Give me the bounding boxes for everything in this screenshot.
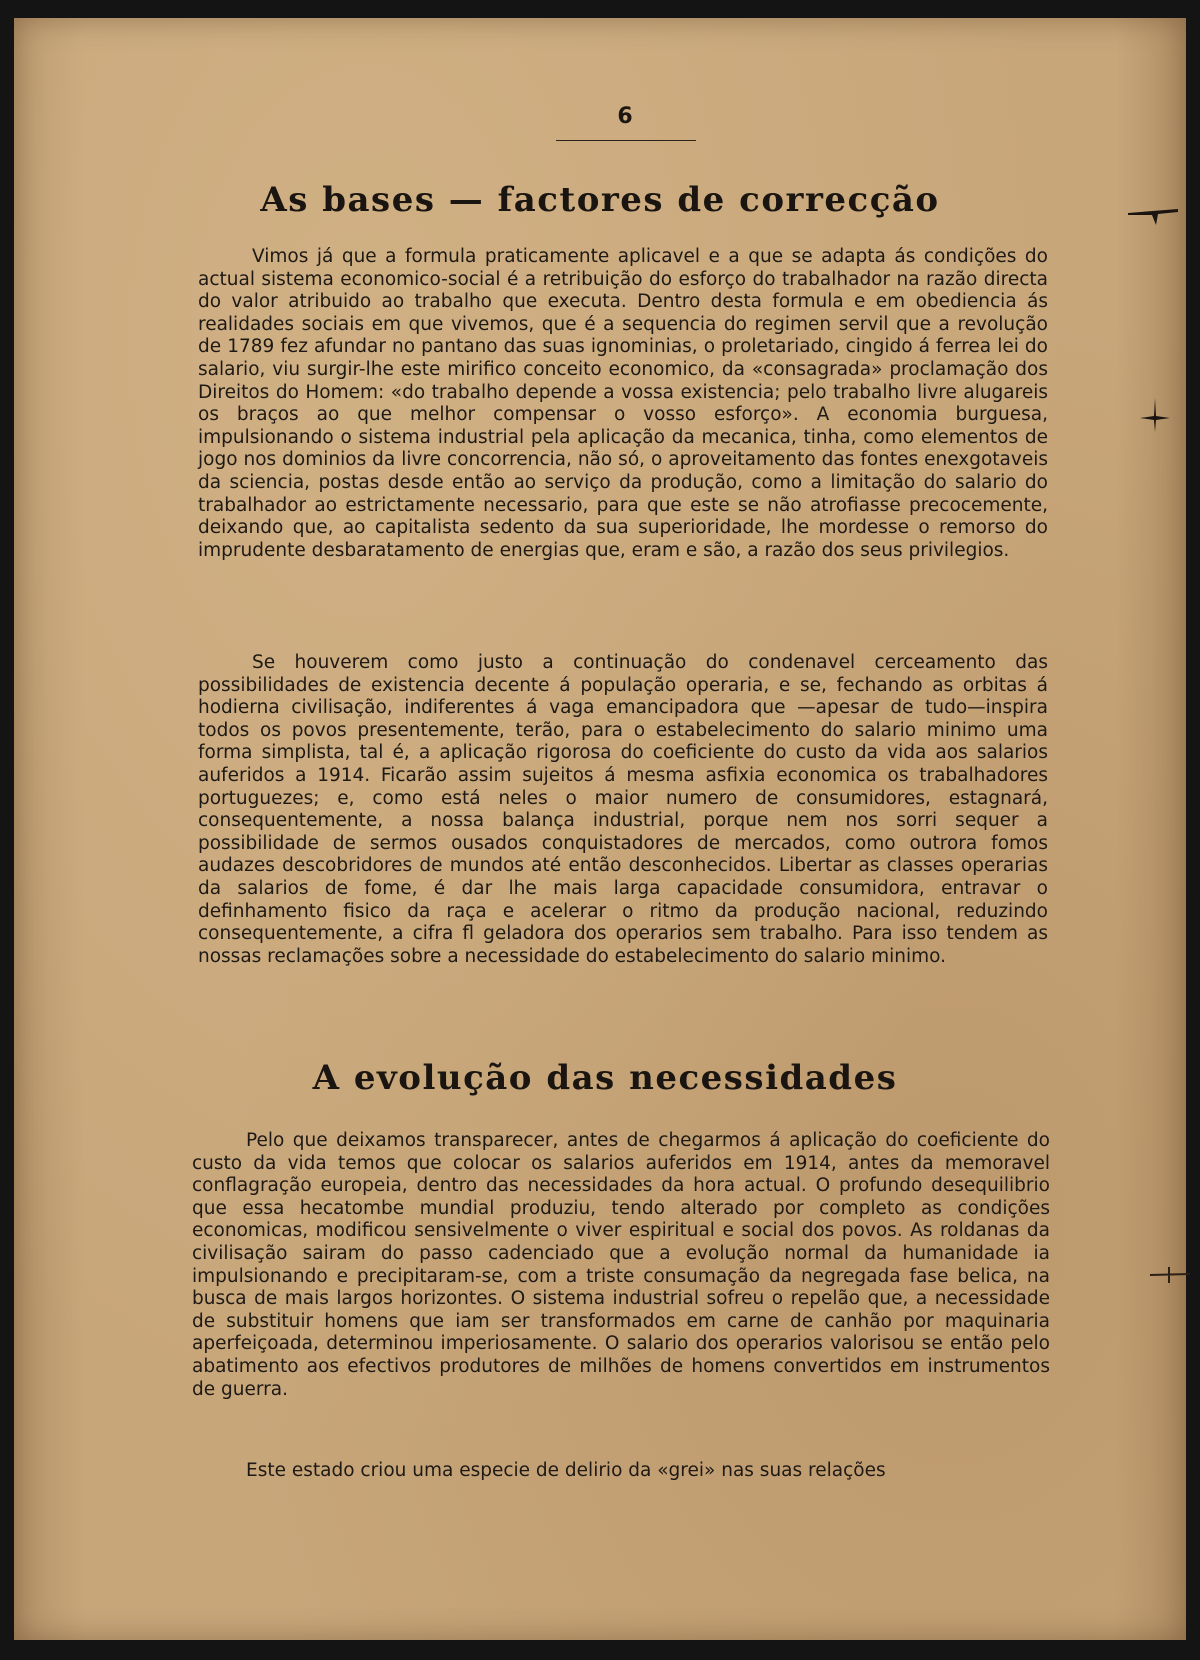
paragraph-3: Pelo que deixamos transparecer, antes de chegarmos á aplicação do coeficiente do custo da vida temos que colocar os salarios auferidos em 1914, antes da memoravel conflagração europeia, dentro das necessidades da hora actual. O profundo desequilibrio que essa hecatombe mundial produziu, tendo alterado por completo as condições economicas, modificou sensivelmente o viver espiritual e social dos povos. As roldanas da civilisação sairam do passo cadenciado que a evolução normal da humanidade ia impulsionando e precipitaram-se, com a triste consumação da negregada fase belica, na busca de mais largos horizontes. O sistema industrial sofreu o repelão que, a necessidade de substituir homens que iam ser transformados em carne de canhão por maquinaria aperfeiçoada, determinou imperiosamente. O salario dos operarios valorisou se então pelo abatimento aos efectivos produtores de milhões de homens convertidos em instrumentos de guerra. bbox=[192, 1130, 1050, 1400]
paragraph-2: Se houverem como justo a continuação do condenavel cerceamento das possibilidades de existencia decente á população operaria, e se, fechando as orbitas á hodierna civilisação, indiferentes á vaga emancipadora que —apesar de tudo—inspira todos os povos presentemente, terão, para o estabelecimento do salario minimo uma forma simplista, tal é, a aplicação rigorosa do coeficiente do custo da vida aos salarios auferidos a 1914. Ficarão assim sujeitos á mesma asfixia economica os trabalhadores portuguezes; e, como está neles o maior numero de consumidores, estagnará, consequentemente, a nossa balança industrial, porque nem nos sorri sequer a possibilidade de sermos ousados conquistadores de mercados, como outrora fomos audazes descobridores de mundos até então desconhecidos. Libertar as classes operarias da salarios de fome, é dar lhe mais larga capacidade consumidora, entravar o definhamento fisico da raça e acelerar o ritmo da produção nacional, reduzindo consequentemente, a cifra fl geladora dos operarios sem trabalho. Para isso tendem as nossas reclamações sobre a necessidade do estabelecimento do salario minimo. bbox=[198, 652, 1048, 967]
section-heading-bases: As bases — factores de correcção bbox=[260, 180, 940, 220]
margin-cross-icon bbox=[1140, 398, 1170, 432]
section-heading-evolucao: A evolução das necessidades bbox=[312, 1058, 898, 1098]
page-number: 6 bbox=[617, 104, 633, 129]
margin-tick-icon bbox=[1150, 1265, 1190, 1285]
paragraph-1: Vimos já que a formula praticamente aplicavel e a que se adapta ás condições do actual sistema economico-social é a retribuição do esforço do trabalhador na razão directa do valor atribuido ao trabalho que executa. Dentro desta formula e em obediencia ás realidades sociais em que vivemos, que é a sequencia do regimen servil que a revolução de 1789 fez afundar no pantano das suas ignominias, o proletariado, cingido á ferrea lei do salario, viu surgir-lhe este mirifico conceito economico, da «consagrada» proclamação dos Direitos do Homem: «do trabalho depende a vossa existencia; pelo trabalho livre alugareis os braços ao que melhor compensar o vosso esforço». A economia burguesa, impulsionando o sistema industrial pela aplicação da mecanica, tinha, como elementos de jogo nos dominios da livre concorrencia, não só, o aproveitamento das fontes enexgotaveis da sciencia, postas desde então ao serviço da produção, como a limitação do salario do trabalhador ao estrictamente necessario, para que este se não atrofiasse precocemente, deixando que, ao capitalista sedento da sua superioridade, lhe mordesse o remorso do imprudente desbaratamento de energias que, eram e são, a razão dos seus privilegios. bbox=[198, 246, 1048, 561]
paragraph-4: Este estado criou uma especie de delirio da «grei» nas suas relações bbox=[246, 1460, 886, 1481]
header-rule bbox=[556, 140, 696, 141]
margin-arrow-icon bbox=[1128, 205, 1180, 227]
